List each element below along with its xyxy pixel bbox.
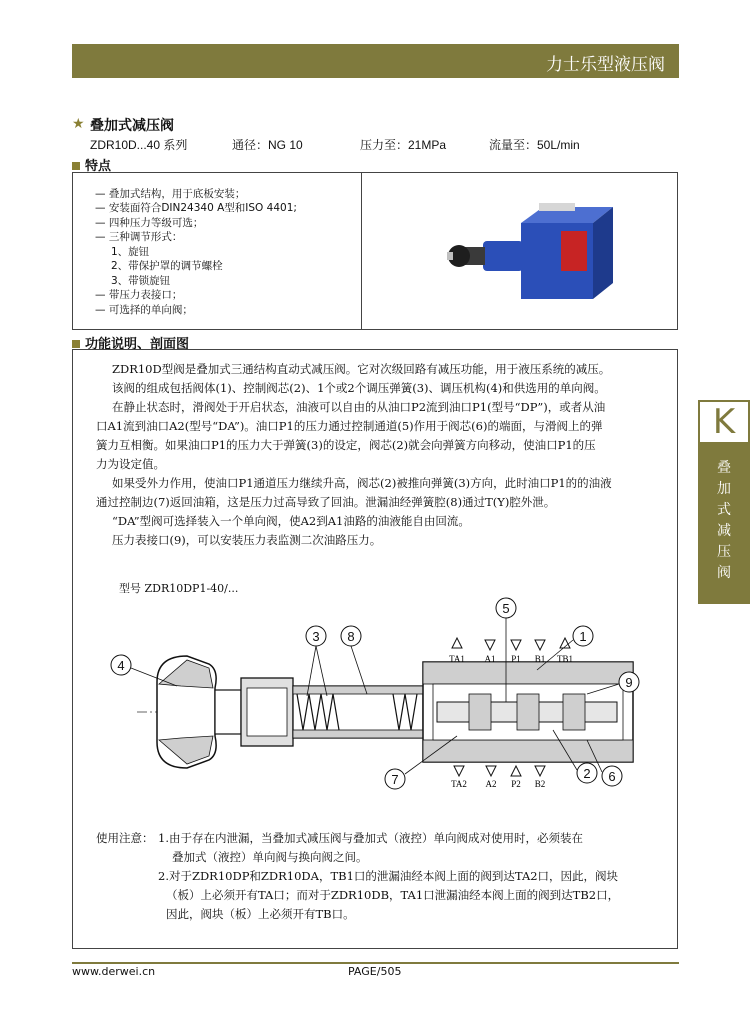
callout-5: 5 <box>502 601 510 616</box>
port-label: B1 <box>534 654 546 664</box>
note-line: 叠加式（液控）单向阀与换向阀之间。 <box>172 850 368 864</box>
function-paragraph: 通过控制边(7)返回油箱，这是压力过高导致了回油。泄漏油经弹簧腔(8)通过T(Y)腔外泄。 <box>96 495 556 509</box>
note-line: 2.对于ZDR10DP和ZDR10DA，TB1口的泄漏油经本阀上面的阀到达TA2口，因此，阀块 <box>158 869 619 883</box>
feature-item: — 可选择的单向阀； <box>95 304 193 316</box>
notes-label: 使用注意： <box>96 831 154 845</box>
function-paragraph: 口A1流到油口A2(型号“DA”)。油口P1的压力通过控制通道(5)作用于阀芯(6)的端面，与滑阀上的弹 <box>96 419 603 433</box>
side-tab <box>698 400 750 604</box>
square-bullet-icon <box>72 162 80 170</box>
feature-item: — 安装面符合DIN24340 A型和ISO 4401; <box>95 202 297 214</box>
function-box <box>72 349 678 949</box>
function-paragraph: 如果受外力作用，使油口P1通道压力继续升高，阀芯(2)被推向弹簧(3)方向，此时油口P1的的油液 <box>112 476 612 490</box>
feature-subitem: 2、带保护罩的调节螺栓 <box>111 260 223 272</box>
port-label: TA1 <box>449 654 465 664</box>
function-paragraph: “DA”型阀可选择装入一个单向阀，使A2到A1油路的油液能自由回流。 <box>112 514 470 528</box>
note-line: 因此，阀块（板）上必须开有TB口。 <box>166 907 355 921</box>
port-label: P1 <box>511 654 521 664</box>
function-paragraph: 力为设定值。 <box>96 457 165 471</box>
product-series: ZDR10D...40 系列 <box>90 138 188 152</box>
valve-product-image <box>443 193 643 313</box>
model-label: 型号 ZDR10DP1-40/... <box>119 582 239 595</box>
product-flow: 流量至：50L/min <box>489 138 580 152</box>
callout-7: 7 <box>391 772 399 787</box>
features-divider <box>361 173 362 329</box>
callout-8: 8 <box>347 629 355 644</box>
footer-url: www.derwei.cn <box>72 965 156 978</box>
footer-rule <box>72 962 679 964</box>
callout-9: 9 <box>625 675 633 690</box>
function-paragraph: 压力表接口(9)，可以安装压力表监测二次油路压力。 <box>112 533 382 547</box>
callout-1: 1 <box>579 629 587 644</box>
footer-page-number: PAGE/505 <box>348 965 402 978</box>
note-line: （板）上必须开有TA口；而对于ZDR10DB，TA1口泄漏油经本阀上面的阀到达TB2口， <box>166 888 620 902</box>
function-paragraph: 簧力互相衡。如果油口P1的压力大于弹簧(3)的设定，阀芯(2)就会向弹簧方向移动，使油口P1的压 <box>96 438 596 452</box>
port-label: A2 <box>485 779 497 789</box>
product-pressure: 压力至：21MPa <box>360 138 447 152</box>
feature-item: — 四种压力等级可选； <box>95 217 204 229</box>
features-box <box>72 172 678 330</box>
function-paragraph: 在静止状态时，滑阀处于开启状态，油液可以自由的从油口P2流到油口P1(型号“DP”)，或者从油 <box>112 400 606 414</box>
header-title: 力士乐型液压阀 <box>546 55 665 75</box>
feature-item: — 带压力表接口； <box>95 289 183 301</box>
star-icon: ★ <box>72 116 85 132</box>
note-line: 1.由于存在内泄漏，当叠加式减压阀与叠加式（液控）单向阀成对使用时，必须装在 <box>158 831 583 845</box>
function-paragraph: 该阀的组成包括阀体(1)、控制阀芯(2)、1个或2个调压弹簧(3)、调压机构(4)和供选用的单向阀。 <box>112 381 606 395</box>
function-heading: 功能说明、剖面图 <box>72 333 189 352</box>
port-label: B2 <box>534 779 546 789</box>
side-tab-letter: K <box>698 400 750 444</box>
square-bullet-icon <box>72 340 80 348</box>
feature-subitem: 3、带锁旋钮 <box>111 275 171 287</box>
port-label: TB1 <box>556 654 574 664</box>
callout-2: 2 <box>583 766 591 781</box>
callout-4: 4 <box>117 658 125 673</box>
features-heading: 特点 <box>72 155 111 174</box>
callout-3: 3 <box>312 629 320 644</box>
feature-subitem: 1、旋钮 <box>111 246 150 258</box>
cross-section-diagram <box>97 590 657 800</box>
callout-6: 6 <box>608 769 616 784</box>
side-tab-text: 叠 加 式 减 压 阀 <box>717 460 731 581</box>
feature-item: — 叠加式结构，用于底板安装； <box>95 188 246 200</box>
port-label: P2 <box>511 779 521 789</box>
port-label: A1 <box>484 654 496 664</box>
product-size: 通径：NG 10 <box>232 138 303 152</box>
function-paragraph: ZDR10D型阀是叠加式三通结构直动式减压阀。它对次级回路有减压功能，用于液压系统的减压。 <box>112 362 611 376</box>
header-bar <box>72 44 679 78</box>
product-title: 叠加式减压阀 <box>90 118 174 134</box>
port-label: TA2 <box>451 779 467 789</box>
feature-item: — 三种调节形式： <box>95 231 183 243</box>
